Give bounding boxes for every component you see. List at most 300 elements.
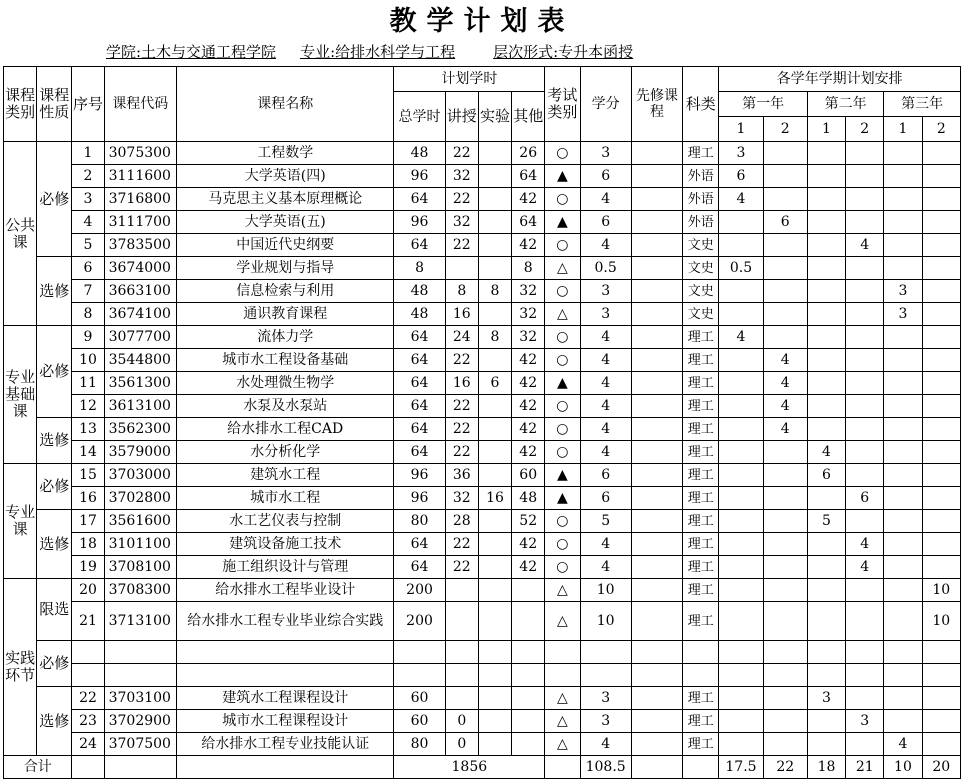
header-other: 其他 [512, 92, 545, 142]
cell-seq: 19 [72, 556, 104, 579]
cell-seq: 20 [72, 579, 104, 602]
cell-semester-6: 10 [922, 602, 960, 641]
cell-subject: 理工 [683, 326, 719, 349]
cell-semester-6 [922, 280, 960, 303]
cell-prereq [631, 710, 682, 733]
cell-semester-5 [884, 142, 922, 165]
cell-semester-3 [807, 165, 845, 188]
cell-code: 3713100 [104, 602, 176, 641]
cell-code: 3707500 [104, 733, 176, 756]
cell-semester-1 [719, 710, 763, 733]
cell-subject: 理工 [683, 533, 719, 556]
table-body [4, 142, 961, 779]
cell-semester-4: 4 [846, 533, 884, 556]
cell-semester-4 [846, 733, 884, 756]
cell-semester-3 [807, 602, 845, 641]
cell-semester-2 [763, 165, 807, 188]
cell-lecture: 22 [445, 395, 478, 418]
total-empty [631, 756, 682, 779]
cell-credit: 6 [580, 464, 631, 487]
cell-total: 200 [394, 579, 445, 602]
cell-code: 3783500 [104, 234, 176, 257]
cell-exam [545, 641, 580, 664]
cell-semester-1 [719, 641, 763, 664]
cell-other [512, 602, 545, 641]
cell-code: 3716800 [104, 188, 176, 211]
cell-name: 学业规划与指导 [177, 257, 394, 280]
cell-semester-4 [846, 664, 884, 687]
cell-exam: △ [545, 602, 580, 641]
header-y2-s1: 1 [807, 117, 845, 142]
total-empty [177, 756, 394, 779]
cell-prereq [631, 280, 682, 303]
cell-lab [478, 464, 511, 487]
cell-name: 水泵及水泵站 [177, 395, 394, 418]
cell-total: 64 [394, 326, 445, 349]
total-label: 合计 [4, 756, 72, 779]
cell-semester-6: 10 [922, 579, 960, 602]
cell-semester-1: 4 [719, 326, 763, 349]
cell-total: 8 [394, 257, 445, 280]
cell-semester-6 [922, 349, 960, 372]
cell-exam: ▲ [545, 487, 580, 510]
cell-semester-6 [922, 441, 960, 464]
cell-semester-1 [719, 556, 763, 579]
cell-prereq [631, 441, 682, 464]
header-name: 课程名称 [177, 67, 394, 142]
cell-semester-3 [807, 257, 845, 280]
cell-subject: 理工 [683, 395, 719, 418]
nature-elective: 选修 [37, 418, 72, 464]
cell-semester-6 [922, 142, 960, 165]
table-row [4, 710, 961, 733]
cell-seq: 5 [72, 234, 104, 257]
cell-total: 48 [394, 280, 445, 303]
cell-seq: 10 [72, 349, 104, 372]
cell-semester-3 [807, 556, 845, 579]
cell-total: 48 [394, 142, 445, 165]
cell-lab [478, 418, 511, 441]
cell-semester-1 [719, 733, 763, 756]
cell-semester-4 [846, 211, 884, 234]
cell-lecture: 16 [445, 303, 478, 326]
cell-subject [683, 664, 719, 687]
cell-code: 3703000 [104, 464, 176, 487]
cell-prereq [631, 326, 682, 349]
cell-subject: 理工 [683, 602, 719, 641]
cell-semester-6 [922, 710, 960, 733]
header-y2-s2: 2 [846, 117, 884, 142]
cell-subject: 文史 [683, 234, 719, 257]
cell-credit: 4 [580, 349, 631, 372]
cell-semester-2 [763, 326, 807, 349]
cell-name: 工程数学 [177, 142, 394, 165]
header-y3-s1: 1 [884, 117, 922, 142]
table-row [4, 234, 961, 257]
cell-name: 流体力学 [177, 326, 394, 349]
cell-seq: 13 [72, 418, 104, 441]
cell-semester-5 [884, 664, 922, 687]
cell-semester-6 [922, 257, 960, 280]
header-code: 课程代码 [104, 67, 176, 142]
nature-required: 必修 [37, 142, 72, 257]
cell-name [177, 664, 394, 687]
cell-semester-6 [922, 641, 960, 664]
table-row [4, 372, 961, 395]
header-seq: 序号 [72, 67, 104, 142]
cell-lecture: 28 [445, 510, 478, 533]
cell-name: 给水排水工程CAD [177, 418, 394, 441]
cell-semester-6 [922, 487, 960, 510]
header-y1-s1: 1 [719, 117, 763, 142]
cell-credit: 4 [580, 418, 631, 441]
cell-total: 64 [394, 556, 445, 579]
cell-exam: △ [545, 257, 580, 280]
cell-semester-3 [807, 349, 845, 372]
cell-semester-5 [884, 556, 922, 579]
cell-credit: 0.5 [580, 257, 631, 280]
header-credit: 学分 [580, 67, 631, 142]
cell-semester-1 [719, 510, 763, 533]
cell-lab [478, 602, 511, 641]
cell-semester-1: 4 [719, 188, 763, 211]
cell-semester-1 [719, 533, 763, 556]
header-semester-plan: 各学年学期计划安排 [719, 67, 961, 92]
table-row [4, 349, 961, 372]
cell-code: 3708100 [104, 556, 176, 579]
total-semester-3: 18 [807, 756, 845, 779]
cell-prereq [631, 188, 682, 211]
cell-lab [478, 687, 511, 710]
cell-semester-3 [807, 641, 845, 664]
cell-semester-6 [922, 733, 960, 756]
cell-total: 64 [394, 418, 445, 441]
nature-limited: 限选 [37, 579, 72, 641]
cell-credit: 6 [580, 211, 631, 234]
cell-semester-1 [719, 395, 763, 418]
cell-code: 3111700 [104, 211, 176, 234]
cell-lecture: 32 [445, 487, 478, 510]
cell-semester-4 [846, 257, 884, 280]
cell-subject: 理工 [683, 487, 719, 510]
cell-lab: 6 [478, 372, 511, 395]
cell-credit: 6 [580, 487, 631, 510]
cell-name: 给水排水工程专业技能认证 [177, 733, 394, 756]
cell-name: 城市水工程 [177, 487, 394, 510]
cell-prereq [631, 733, 682, 756]
total-semester-1: 17.5 [719, 756, 763, 779]
table-row [4, 188, 961, 211]
cell-subject: 文史 [683, 280, 719, 303]
cell-code [104, 641, 176, 664]
cell-semester-5 [884, 441, 922, 464]
cell-semester-1: 3 [719, 142, 763, 165]
cell-semester-5 [884, 165, 922, 188]
cell-credit: 3 [580, 142, 631, 165]
cell-semester-5 [884, 510, 922, 533]
cell-semester-5 [884, 326, 922, 349]
cell-semester-1 [719, 418, 763, 441]
cell-semester-1 [719, 441, 763, 464]
cell-name: 大学英语(四) [177, 165, 394, 188]
cell-semester-2 [763, 257, 807, 280]
cell-semester-6 [922, 165, 960, 188]
total-credit: 108.5 [580, 756, 631, 779]
cell-credit: 4 [580, 441, 631, 464]
cell-semester-5 [884, 487, 922, 510]
cell-prereq [631, 602, 682, 641]
cell-semester-4 [846, 641, 884, 664]
cell-seq: 12 [72, 395, 104, 418]
cell-semester-2 [763, 487, 807, 510]
cell-code: 3702900 [104, 710, 176, 733]
cell-semester-3 [807, 326, 845, 349]
cell-other: 42 [512, 234, 545, 257]
table-row [4, 464, 961, 487]
table-row [4, 510, 961, 533]
cell-semester-2 [763, 579, 807, 602]
table-row [4, 641, 961, 664]
header-total: 总学时 [394, 92, 445, 142]
nature-elective: 选修 [37, 687, 72, 756]
total-empty [683, 756, 719, 779]
header-category: 课程类别 [4, 67, 37, 142]
cell-exam: △ [545, 687, 580, 710]
cell-semester-3 [807, 188, 845, 211]
cell-semester-5 [884, 687, 922, 710]
cell-semester-6 [922, 510, 960, 533]
cell-other [512, 579, 545, 602]
cell-credit: 3 [580, 710, 631, 733]
header-year3: 第三年 [884, 92, 961, 117]
table-row [4, 280, 961, 303]
cell-lecture [445, 641, 478, 664]
table-row [4, 579, 961, 602]
cell-other [512, 664, 545, 687]
cell-semester-1 [719, 664, 763, 687]
cell-semester-2 [763, 602, 807, 641]
cell-lecture: 0 [445, 710, 478, 733]
cell-prereq [631, 556, 682, 579]
cell-semester-1 [719, 280, 763, 303]
cell-subject: 理工 [683, 372, 719, 395]
cell-name: 建筑水工程课程设计 [177, 687, 394, 710]
cell-semester-5 [884, 418, 922, 441]
cell-exam: ○ [545, 142, 580, 165]
cell-other: 42 [512, 188, 545, 211]
cell-subject: 理工 [683, 556, 719, 579]
cell-total: 64 [394, 372, 445, 395]
cell-exam: △ [545, 733, 580, 756]
cell-code: 3663100 [104, 280, 176, 303]
table-row [4, 441, 961, 464]
cell-lecture [445, 257, 478, 280]
total-empty [545, 756, 580, 779]
cell-code: 3674100 [104, 303, 176, 326]
cell-semester-1: 0.5 [719, 257, 763, 280]
cell-lab: 8 [478, 326, 511, 349]
cell-seq: 16 [72, 487, 104, 510]
cell-lab [478, 710, 511, 733]
cell-prereq [631, 487, 682, 510]
cell-semester-2 [763, 687, 807, 710]
cell-other: 32 [512, 303, 545, 326]
header-y1-s2: 2 [763, 117, 807, 142]
cell-subject [683, 641, 719, 664]
cell-semester-5: 3 [884, 280, 922, 303]
cell-semester-1 [719, 211, 763, 234]
cell-name: 马克思主义基本原理概论 [177, 188, 394, 211]
cell-total: 80 [394, 733, 445, 756]
cell-semester-3 [807, 372, 845, 395]
cell-credit: 3 [580, 280, 631, 303]
cell-semester-6 [922, 533, 960, 556]
cell-seq: 21 [72, 602, 104, 641]
header-year1: 第一年 [719, 92, 808, 117]
cell-semester-4 [846, 579, 884, 602]
cell-name: 水分析化学 [177, 441, 394, 464]
cell-lecture: 36 [445, 464, 478, 487]
cell-semester-4 [846, 418, 884, 441]
cell-semester-3: 4 [807, 441, 845, 464]
cell-semester-2 [763, 464, 807, 487]
cell-total: 96 [394, 165, 445, 188]
cell-semester-5 [884, 533, 922, 556]
cell-semester-4 [846, 349, 884, 372]
cell-total: 96 [394, 487, 445, 510]
cell-semester-5 [884, 234, 922, 257]
cell-subject: 理工 [683, 687, 719, 710]
cell-exam: ○ [545, 234, 580, 257]
cell-semester-3 [807, 142, 845, 165]
cell-total: 96 [394, 211, 445, 234]
cell-semester-6 [922, 326, 960, 349]
cell-credit: 4 [580, 733, 631, 756]
cell-semester-5: 3 [884, 303, 922, 326]
cell-other: 42 [512, 372, 545, 395]
cell-lecture [445, 602, 478, 641]
table-row [4, 556, 961, 579]
cell-lab [478, 510, 511, 533]
cell-name: 中国近代史纲要 [177, 234, 394, 257]
cell-semester-4 [846, 142, 884, 165]
cell-semester-3 [807, 487, 845, 510]
cell-semester-2 [763, 188, 807, 211]
cell-lecture [445, 664, 478, 687]
cell-code: 3674000 [104, 257, 176, 280]
cell-lab [478, 556, 511, 579]
cell-exam: ○ [545, 533, 580, 556]
cell-semester-4: 4 [846, 234, 884, 257]
cell-exam: ○ [545, 441, 580, 464]
table-row [4, 687, 961, 710]
cell-other: 26 [512, 142, 545, 165]
cell-semester-6 [922, 188, 960, 211]
cell-lab [478, 188, 511, 211]
cell-seq: 14 [72, 441, 104, 464]
cell-semester-3 [807, 211, 845, 234]
cell-other: 42 [512, 418, 545, 441]
cell-semester-3 [807, 418, 845, 441]
cell-other: 42 [512, 441, 545, 464]
cell-exam: ▲ [545, 464, 580, 487]
cell-exam: ▲ [545, 211, 580, 234]
cell-total: 64 [394, 533, 445, 556]
cell-semester-2 [763, 303, 807, 326]
cell-semester-2: 6 [763, 211, 807, 234]
cell-semester-2 [763, 733, 807, 756]
cell-lecture: 22 [445, 441, 478, 464]
cell-lab [478, 441, 511, 464]
cell-other: 48 [512, 487, 545, 510]
nature-elective: 选修 [37, 257, 72, 326]
cell-semester-2 [763, 280, 807, 303]
total-hours: 1856 [394, 756, 545, 779]
cell-semester-6 [922, 303, 960, 326]
cell-subject: 文史 [683, 303, 719, 326]
cell-other: 42 [512, 395, 545, 418]
cell-total [394, 641, 445, 664]
cell-name: 城市水工程设备基础 [177, 349, 394, 372]
cell-subject: 外语 [683, 188, 719, 211]
cell-semester-6 [922, 372, 960, 395]
cell-exam: △ [545, 710, 580, 733]
cell-lecture: 8 [445, 280, 478, 303]
header-subject: 科类 [683, 67, 719, 142]
table-row [4, 395, 961, 418]
cell-subject: 文史 [683, 257, 719, 280]
cell-prereq [631, 664, 682, 687]
cell-credit: 10 [580, 602, 631, 641]
cell-semester-4 [846, 303, 884, 326]
cell-semester-4 [846, 687, 884, 710]
level-label: 层次形式:专升本函授 [493, 43, 634, 61]
cell-other: 42 [512, 533, 545, 556]
cell-other: 64 [512, 165, 545, 188]
table-row [4, 257, 961, 280]
cell-semester-5 [884, 211, 922, 234]
cell-code: 3101100 [104, 533, 176, 556]
cell-lab [478, 234, 511, 257]
cell-other: 52 [512, 510, 545, 533]
cell-semester-3 [807, 579, 845, 602]
cell-lecture: 22 [445, 556, 478, 579]
cell-semester-4: 3 [846, 710, 884, 733]
cell-semester-2: 4 [763, 349, 807, 372]
cell-seq: 6 [72, 257, 104, 280]
cell-semester-2 [763, 142, 807, 165]
cell-total: 80 [394, 510, 445, 533]
cell-semester-4 [846, 464, 884, 487]
cell-exam: ○ [545, 556, 580, 579]
cell-lab [478, 641, 511, 664]
cell-total: 200 [394, 602, 445, 641]
cell-subject: 理工 [683, 142, 719, 165]
cell-code: 3077700 [104, 326, 176, 349]
category-basic: 专业基础课 [4, 326, 37, 464]
nature-required: 必修 [37, 464, 72, 510]
nature-required: 必修 [37, 326, 72, 418]
table-row [4, 602, 961, 641]
cell-semester-3 [807, 234, 845, 257]
cell-other [512, 641, 545, 664]
category-practice: 实践环节 [4, 579, 37, 756]
cell-credit [580, 641, 631, 664]
cell-semester-1 [719, 487, 763, 510]
cell-lecture: 22 [445, 533, 478, 556]
cell-code: 3561300 [104, 372, 176, 395]
cell-seq: 8 [72, 303, 104, 326]
